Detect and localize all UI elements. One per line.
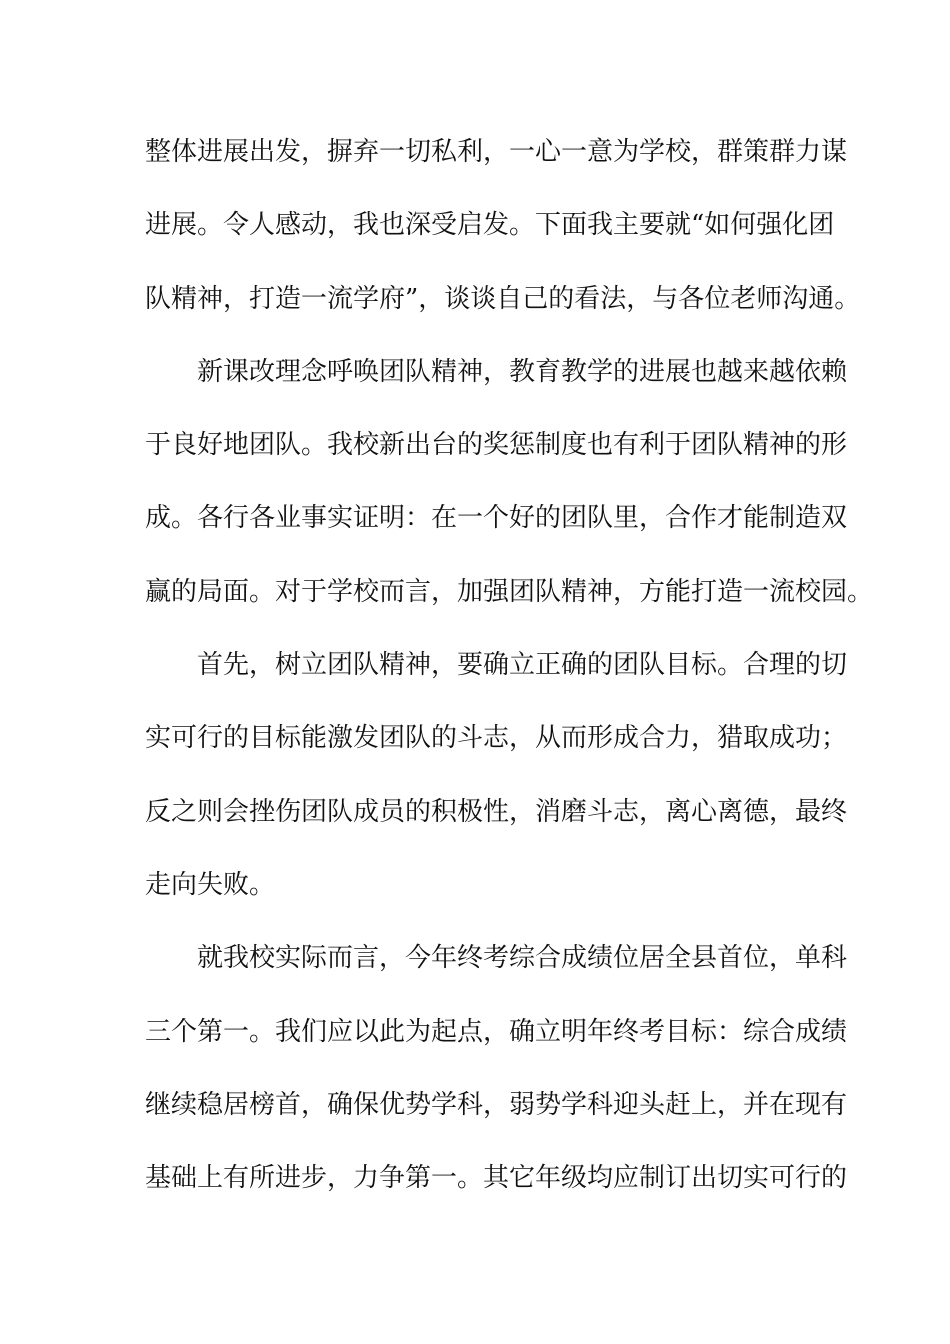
text-line: 赢的局面。对于学校而言，加强团队精神，方能打造一流校园。: [145, 576, 874, 607]
text-line: 走向失败。: [145, 869, 276, 900]
text-line: 成。各行各业事实证明：在一个好的团队里，合作才能制造双: [145, 503, 848, 534]
text-line: 首先，树立团队精神，要确立正确的团队目标。合理的切: [197, 650, 848, 681]
text-line: 新课改理念呼唤团队精神，教育教学的进展也越来越依赖: [197, 356, 848, 387]
text-line: 继续稳居榜首，确保优势学科，弱势学科迎头赶上，并在现有: [145, 1089, 848, 1120]
body-text: [145, 126, 874, 1225]
text-line: 就我校实际而言，今年终考综合成绩位居全县首位，单科: [197, 943, 848, 974]
text-line: 基础上有所进步，力争第一。其它年级均应制订出切实可行的: [145, 1163, 848, 1194]
text-line: 反之则会挫伤团队成员的积极性，消磨斗志，离心离德，最终: [145, 796, 848, 827]
text-line: 进展。令人感动，我也深受启发。下面我主要就“如何强化团: [145, 210, 835, 241]
text-line: 三个第一。我们应以此为起点，确立明年终考目标：综合成绩: [145, 1016, 848, 1047]
text-line: 于良好地团队。我校新出台的奖惩制度也有利于团队精神的形: [145, 430, 848, 461]
text-line: 整体进展出发，摒弃一切私利，一心一意为学校，群策群力谋: [145, 137, 848, 167]
text-line: 实可行的目标能激发团队的斗志，从而形成合力，猎取成功；: [145, 723, 848, 754]
text-line: 队精神，打造一流学府”，谈谈自己的看法，与各位老师沟通。: [145, 283, 861, 314]
